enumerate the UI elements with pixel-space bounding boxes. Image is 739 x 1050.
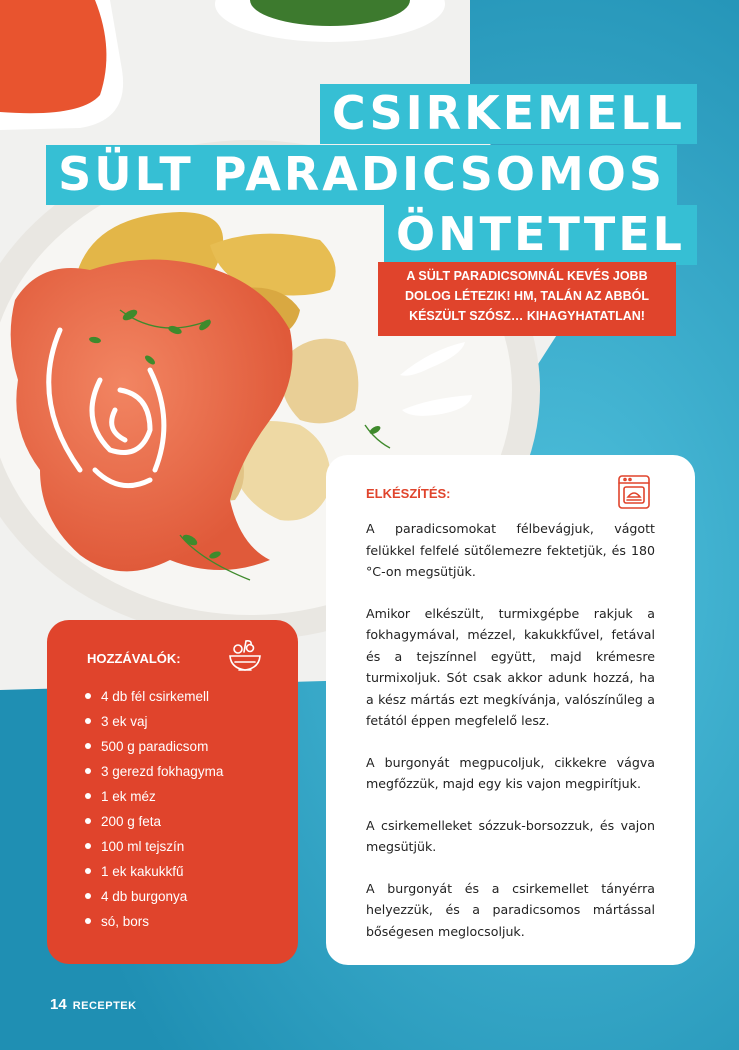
list-item: 3 ek vaj <box>85 709 223 734</box>
preparation-text <box>366 518 655 962</box>
list-item: 3 gerezd fokhagyma <box>85 759 223 784</box>
bullet-icon <box>85 868 91 874</box>
bullet-icon <box>85 793 91 799</box>
list-item: 4 db burgonya <box>85 884 223 909</box>
list-item: 4 db fél csirkemell <box>85 684 223 709</box>
subtitle-line-3: KÉSZÜLT SZÓSZ… KIHAGYHATATLAN! <box>409 309 645 323</box>
subtitle-line-1: A SÜLT PARADICSOMNÁL KEVÉS JOBB <box>406 269 648 283</box>
page-number: 14 <box>50 996 67 1013</box>
title-line-2: SÜLT PARADICSOMOS <box>46 145 677 205</box>
title-line-3: ÖNTETTEL <box>384 205 697 265</box>
bullet-icon <box>85 718 91 724</box>
bullet-icon <box>85 893 91 899</box>
bullet-icon <box>85 743 91 749</box>
list-item: 1 ek kakukkfű <box>85 859 223 884</box>
bullet-icon <box>85 843 91 849</box>
list-item: só, bors <box>85 909 223 934</box>
oven-icon <box>616 473 652 511</box>
subtitle-box <box>378 262 676 336</box>
preparation-step: A csirkemelleket sózzuk-borsozzuk, és vajon megsütjük. <box>366 817 655 854</box>
list-item: 100 ml tejszín <box>85 834 223 859</box>
bullet-icon <box>85 918 91 924</box>
list-item: 200 g feta <box>85 809 223 834</box>
list-item: 500 g paradicsom <box>85 734 223 759</box>
bowl-icon <box>225 636 265 676</box>
ingredients-card <box>47 620 298 964</box>
bullet-icon <box>85 693 91 699</box>
preparation-card <box>326 455 695 965</box>
subtitle-line-2: DOLOG LÉTEZIK! HM, TALÁN AZ ABBÓL <box>405 289 649 303</box>
preparation-step: A burgonyát és a csirkemellet tányérra helyezzük, és a paradicsomos mártással bőségesen meglocsoljuk. <box>366 880 655 939</box>
ingredients-list <box>85 684 223 934</box>
bullet-icon <box>85 818 91 824</box>
preparation-step: A paradicsomokat félbevágjuk, vágott felükkel felfelé sütőlemezre fektetjük, és 180 °C-on megsütjük. <box>366 521 655 579</box>
ingredients-heading: HOZZÁVALÓK: <box>87 651 181 666</box>
preparation-step: Amikor elkészült, turmixgépbe rakjuk a fokhagymával, mézzel, kakukkfűvel, fetával és a tejszínnel együtt, majd krémesre turmixoljuk. Sót csak akkor adunk hozzá, ha a kész mártás ezt megkívánja, valószínűleg a fetától éppen megfelelő lesz. <box>366 605 655 728</box>
bullet-icon <box>85 768 91 774</box>
title-line-1: CSIRKEMELL <box>320 84 697 144</box>
preparation-step: A burgonyát megpucoljuk, cikkekre vágva megfőzzük, majd egy kis vajon megpirítjuk. <box>366 754 655 791</box>
list-item: 1 ek méz <box>85 784 223 809</box>
section-label: RECEPTEK <box>72 1000 137 1012</box>
page-footer <box>50 996 137 1014</box>
preparation-heading: ELKÉSZÍTÉS: <box>366 486 451 501</box>
